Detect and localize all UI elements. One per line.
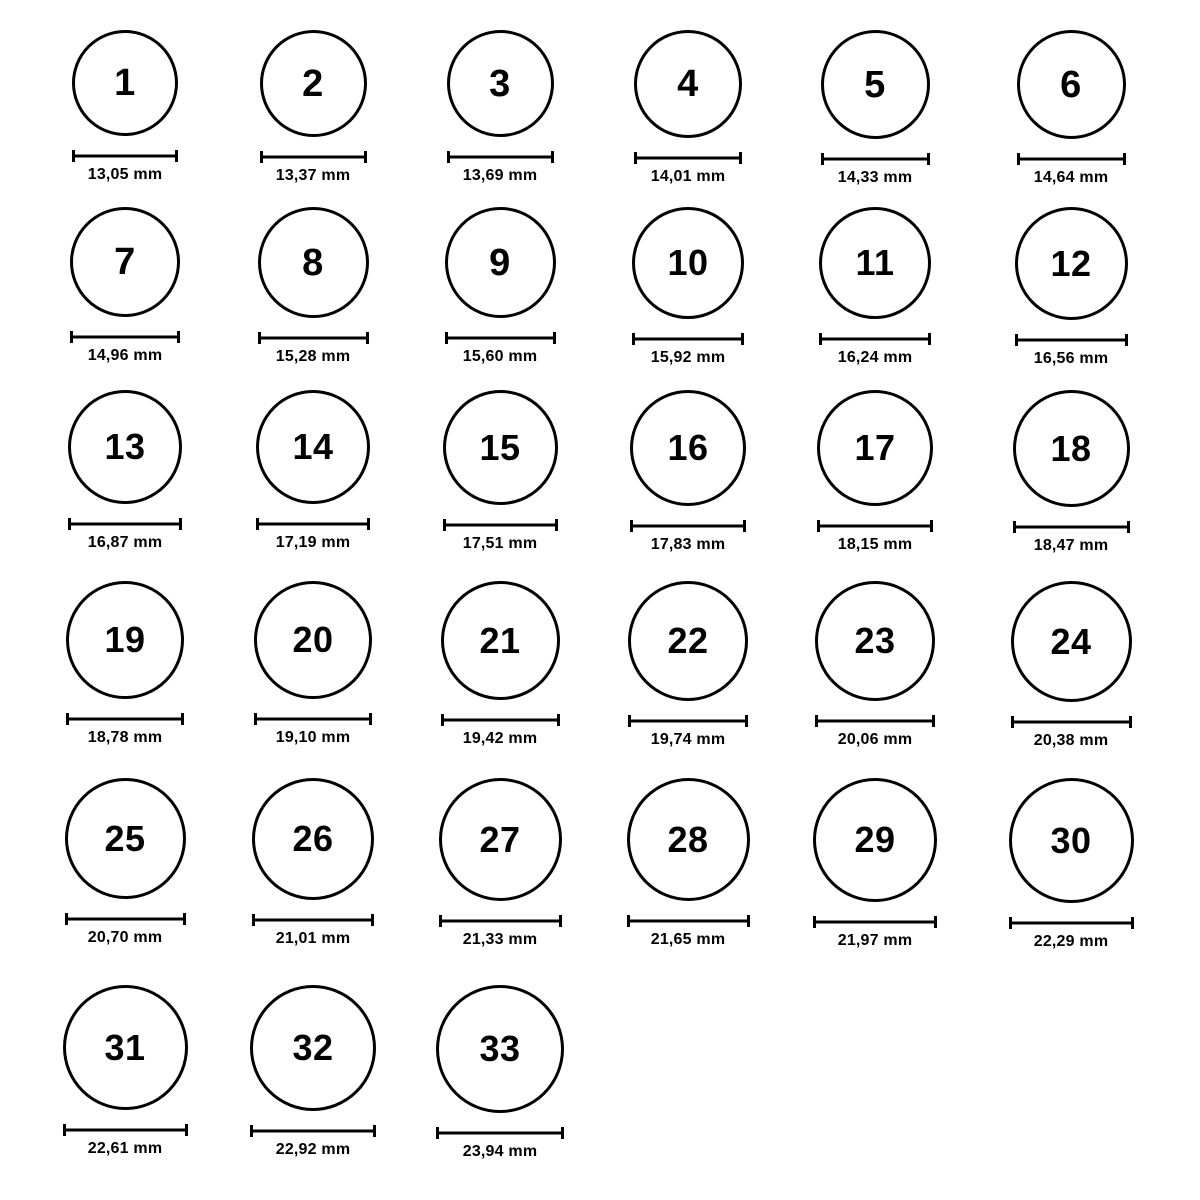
measure-line [439,920,562,923]
measure-line [821,158,930,161]
ring-size-cell [410,207,590,366]
diameter-measure-bar [627,915,750,927]
measure-cap-right [551,151,554,163]
diameter-label: 20,38 mm [1033,732,1109,749]
ring-size-number: 27 [479,818,521,860]
measure-cap-left [634,152,637,164]
diameter-label: 16,24 mm [837,349,913,366]
diameter-label: 21,97 mm [837,932,913,949]
measure-cap-left [256,518,259,530]
diameter-label: 19,10 mm [275,729,351,746]
ring-size-number: 15 [479,426,521,468]
ring-size-cell [223,581,403,747]
ring-size-cell [981,390,1161,555]
ring-circle [68,390,182,504]
measure-line [628,720,748,723]
diameter-measure-bar [63,1124,188,1136]
ring-circle [634,30,742,138]
measure-line [436,1132,564,1135]
ring-size-number: 16 [667,427,709,468]
diameter-measure-bar [819,333,931,345]
measure-cap-right [743,520,746,532]
measure-cap-right [559,915,562,927]
measure-cap-left [252,914,255,926]
measure-cap-right [747,915,750,927]
measure-line [441,719,560,722]
measure-line [258,337,369,340]
diameter-measure-bar [436,1127,564,1139]
measure-cap-left [1013,521,1016,533]
measure-line [260,156,367,159]
diameter-label: 17,51 mm [462,535,538,552]
measure-cap-right [183,913,186,925]
diameter-measure-bar [634,152,742,164]
ring-circle [70,207,180,317]
ring-size-number: 17 [854,427,896,468]
measure-cap-right [934,916,937,928]
diameter-measure-bar [628,715,748,727]
ring-size-cell [410,30,590,185]
ring-size-number: 32 [292,1027,334,1068]
ring-circle [439,778,562,901]
ring-size-cell [981,30,1161,187]
measure-line [256,523,370,526]
diameter-label: 18,78 mm [87,729,163,746]
diameter-measure-bar [441,714,560,726]
diameter-measure-bar [632,333,744,345]
diameter-label: 21,01 mm [275,930,351,947]
measure-cap-left [813,916,816,928]
ring-size-number: 19 [104,619,146,660]
diameter-measure-bar [1015,334,1128,346]
measure-cap-right [364,151,367,163]
diameter-label: 15,92 mm [650,349,726,366]
diameter-measure-bar [1017,153,1126,165]
ring-size-cell [598,581,778,749]
diameter-label: 15,60 mm [462,348,538,365]
diameter-measure-bar [445,332,556,344]
measure-cap-left [65,913,68,925]
measure-cap-left [630,520,633,532]
ring-circle [252,778,374,900]
ring-size-cell [35,581,215,747]
diameter-measure-bar [813,916,937,928]
measure-cap-left [1011,716,1014,728]
measure-line [65,918,186,921]
measure-cap-right [561,1127,564,1139]
ring-size-number: 1 [114,62,136,104]
measure-cap-right [927,153,930,165]
ring-size-cell [598,30,778,186]
diameter-measure-bar [821,153,930,165]
ring-circle [260,30,367,137]
measure-cap-left [63,1124,66,1136]
ring-size-cell [598,390,778,554]
diameter-measure-bar [254,713,372,725]
diameter-measure-bar [72,150,178,162]
diameter-measure-bar [252,914,374,926]
diameter-label: 16,87 mm [87,534,163,551]
measure-line [1009,922,1134,925]
ring-size-number: 29 [854,819,896,860]
ring-size-number: 13 [104,426,146,467]
ring-size-number: 18 [1050,427,1092,469]
ring-circle [632,207,744,319]
measure-line [66,718,184,721]
ring-size-number: 25 [104,817,146,859]
diameter-label: 18,47 mm [1033,537,1109,554]
ring-size-number: 3 [489,62,511,105]
ring-size-number: 28 [667,818,709,860]
ring-size-number: 7 [114,241,136,283]
measure-cap-left [821,153,824,165]
measure-cap-left [1009,917,1012,929]
ring-size-cell [35,778,215,947]
measure-line [63,1129,188,1132]
ring-size-cell [598,778,778,949]
diameter-measure-bar [260,151,367,163]
diameter-measure-bar [250,1125,376,1137]
ring-size-cell [598,207,778,367]
diameter-label: 21,33 mm [462,931,538,948]
measure-cap-left [70,331,73,343]
measure-line [1017,158,1126,161]
ring-size-number: 14 [292,426,334,467]
ring-size-number: 11 [855,242,895,283]
measure-line [445,337,556,340]
measure-line [70,336,180,339]
measure-cap-left [254,713,257,725]
ring-circle [258,207,369,318]
diameter-measure-bar [630,520,746,532]
ring-size-cell [35,390,215,552]
diameter-measure-bar [256,518,370,530]
measure-cap-right [175,150,178,162]
ring-size-number: 33 [479,1028,521,1069]
ring-circle [436,985,564,1113]
ring-circle [72,30,178,136]
ring-size-cell [410,390,590,553]
measure-cap-right [557,714,560,726]
ring-circle [821,30,930,139]
measure-line [252,919,374,922]
ring-size-cell [410,778,590,949]
ring-circle [66,581,184,699]
measure-cap-left [68,518,71,530]
ring-circle [627,778,750,901]
measure-cap-right [928,333,931,345]
diameter-label: 20,70 mm [87,929,163,946]
measure-cap-right [932,715,935,727]
measure-line [632,338,744,341]
measure-cap-right [367,518,370,530]
measure-cap-right [739,152,742,164]
ring-size-number: 2 [302,62,324,105]
ring-size-cell [785,778,965,950]
ring-circle [815,581,935,701]
measure-line [447,156,554,159]
measure-cap-left [260,151,263,163]
measure-cap-left [628,715,631,727]
diameter-measure-bar [66,713,184,725]
measure-cap-left [439,915,442,927]
measure-line [1013,526,1130,529]
diameter-measure-bar [1009,917,1134,929]
measure-cap-left [627,915,630,927]
diameter-label: 18,15 mm [837,536,913,553]
ring-size-cell [410,581,590,748]
ring-circle [445,207,556,318]
ring-circle [628,581,748,701]
ring-size-cell [35,30,215,184]
ring-size-cell [981,778,1161,951]
ring-size-cell [35,985,215,1158]
ring-size-cell [785,207,965,367]
ring-size-cell [785,390,965,554]
diameter-label: 19,74 mm [650,731,726,748]
measure-cap-right [366,332,369,344]
diameter-label: 15,28 mm [275,348,351,365]
measure-cap-right [179,518,182,530]
diameter-label: 13,69 mm [462,167,538,184]
ring-size-number: 30 [1050,819,1092,861]
measure-cap-left [445,332,448,344]
ring-size-number: 26 [292,818,334,859]
ring-size-number: 23 [854,620,896,661]
measure-cap-left [443,519,446,531]
measure-cap-left [815,715,818,727]
ring-size-number: 10 [667,242,709,283]
ring-size-cell [35,207,215,365]
measure-cap-right [555,519,558,531]
diameter-label: 13,37 mm [275,167,351,184]
measure-cap-left [258,332,261,344]
diameter-measure-bar [258,332,369,344]
ring-size-number: 24 [1050,620,1092,662]
ring-circle [447,30,554,137]
ring-size-number: 4 [677,63,699,105]
diameter-label: 23,94 mm [462,1143,538,1160]
measure-cap-right [1125,334,1128,346]
measure-cap-right [745,715,748,727]
diameter-label: 14,96 mm [87,347,163,364]
measure-line [630,525,746,528]
ring-circle [1013,390,1130,507]
ring-size-cell [223,207,403,366]
ring-circle [256,390,370,504]
measure-cap-left [436,1127,439,1139]
measure-cap-right [371,914,374,926]
diameter-label: 22,29 mm [1033,933,1109,950]
ring-size-cell [981,581,1161,750]
ring-size-cell [223,778,403,948]
measure-cap-left [817,520,820,532]
ring-circle [1015,207,1128,320]
diameter-measure-bar [68,518,182,530]
ring-size-number: 6 [1060,63,1082,106]
diameter-measure-bar [1013,521,1130,533]
diameter-label: 22,61 mm [87,1140,163,1157]
measure-cap-left [632,333,635,345]
measure-line [1015,339,1128,342]
ring-circle [813,778,937,902]
measure-cap-right [553,332,556,344]
measure-cap-left [441,714,444,726]
diameter-label: 14,01 mm [650,168,726,185]
ring-circle [63,985,188,1110]
diameter-measure-bar [817,520,933,532]
measure-line [815,720,935,723]
ring-size-cell [785,581,965,749]
ring-size-number: 20 [292,619,334,660]
ring-size-cell [785,30,965,187]
measure-cap-left [1015,334,1018,346]
diameter-label: 19,42 mm [462,730,538,747]
ring-size-cell [410,985,590,1161]
measure-cap-right [373,1125,376,1137]
measure-cap-left [250,1125,253,1137]
diameter-label: 17,19 mm [275,534,351,551]
ring-circle [65,778,186,899]
measure-line [72,155,178,158]
ring-circle [819,207,931,319]
measure-cap-left [1017,153,1020,165]
measure-line [819,338,931,341]
ring-size-cell [223,390,403,552]
diameter-measure-bar [447,151,554,163]
measure-cap-right [1123,153,1126,165]
ring-circle [254,581,372,699]
ring-circle [441,581,560,700]
ring-size-number: 21 [479,619,521,661]
ring-circle [630,390,746,506]
measure-cap-right [181,713,184,725]
diameter-label: 14,33 mm [837,169,913,186]
measure-cap-right [185,1124,188,1136]
measure-cap-right [1131,917,1134,929]
measure-line [817,525,933,528]
ring-circle [1017,30,1126,139]
diameter-label: 16,56 mm [1033,350,1109,367]
ring-circle [1009,778,1134,903]
diameter-measure-bar [70,331,180,343]
diameter-label: 17,83 mm [650,536,726,553]
measure-cap-left [447,151,450,163]
measure-line [254,718,372,721]
ring-size-number: 22 [667,620,709,661]
measure-cap-right [1127,521,1130,533]
ring-size-number: 8 [302,241,324,284]
measure-cap-right [369,713,372,725]
measure-line [443,524,558,527]
measure-line [627,920,750,923]
ring-size-number: 5 [864,63,886,106]
ring-size-cell [223,985,403,1159]
ring-circle [250,985,376,1111]
ring-size-cell [223,30,403,185]
measure-line [1011,721,1132,724]
measure-line [634,157,742,160]
diameter-label: 13,05 mm [87,166,163,183]
measure-cap-left [819,333,822,345]
diameter-measure-bar [439,915,562,927]
measure-line [68,523,182,526]
measure-line [813,921,937,924]
diameter-label: 21,65 mm [650,931,726,948]
diameter-measure-bar [815,715,935,727]
measure-cap-right [177,331,180,343]
diameter-measure-bar [1011,716,1132,728]
measure-cap-left [66,713,69,725]
ring-circle [1011,581,1132,702]
ring-size-number: 9 [489,241,511,284]
diameter-label: 22,92 mm [275,1141,351,1158]
ring-size-cell [981,207,1161,368]
measure-cap-left [72,150,75,162]
ring-circle [443,390,558,505]
diameter-label: 14,64 mm [1033,169,1109,186]
measure-cap-right [930,520,933,532]
diameter-measure-bar [443,519,558,531]
ring-circle [817,390,933,506]
measure-line [250,1130,376,1133]
measure-cap-right [1129,716,1132,728]
diameter-measure-bar [65,913,186,925]
ring-size-number: 31 [104,1026,146,1068]
measure-cap-right [741,333,744,345]
diameter-label: 20,06 mm [837,731,913,748]
ring-size-number: 12 [1050,242,1092,284]
